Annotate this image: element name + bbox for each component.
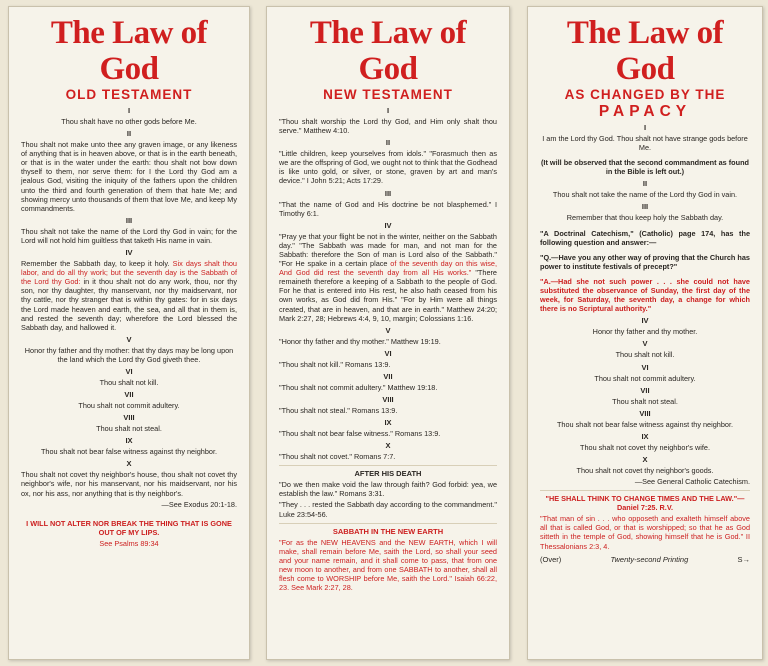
commandment-number: II xyxy=(126,129,132,139)
commandment-text: Honor thy father and thy mother: that thy days may be long upon the land which the Lord thy God giveth thee. xyxy=(24,345,234,364)
panel-subtitle: OLD TESTAMENT xyxy=(65,87,193,102)
scripture-reference: —See General Catholic Catechism. xyxy=(634,476,750,486)
commandment-text: Thou shalt not covet thy neighbor's goods. xyxy=(576,465,714,475)
commandment-number: VII xyxy=(640,385,650,395)
commandment-number: VII xyxy=(124,390,134,400)
commandment-number: V xyxy=(385,325,391,335)
panel-title: The Law of God xyxy=(309,15,467,87)
section-text: "For as the NEW HEAVENS and the NEW EARTH, which I will make, shall remain before Me, saith the Lord, so shall your seed and your name remain, and it shall come to pass, that from one new moon to another, and from one SABBATH to another, shall all flesh come to WORSHIP before Me, saith the Lord." Isaiah 66:22, 23. See Mark 2:27, 28. xyxy=(279,537,497,593)
commandment-number: V xyxy=(642,339,648,349)
commandment-text: Thou shalt not make unto thee any graven image, or any likeness of anything that is in heaven above, or that is in the earth beneath, or that is in the water under the earth: thou shalt not bow down thyself to them, nor serve them: for I the Lord thy God am a jealous God, visiting the iniquity of the fathers upon the children unto the third and fourth generation of them that hate Me; and showing mercy unto thousands of them that love Me, and keep My commandments. xyxy=(21,140,237,213)
printing-label: Twenty-second Printing xyxy=(610,554,689,564)
old-testament-panel xyxy=(8,6,250,660)
commandment-text: Thou shalt not commit adultery. xyxy=(594,373,696,383)
commandment-number: IV xyxy=(641,316,649,326)
commandment-number: II xyxy=(642,179,648,189)
text-run: "There remaineth therefore a keeping of a Sabbath to the people of God. For he that is entered into His rest, he also hath ceased from his own works, as God did from His." "For by Him were all things created, that are in heaven, and that are in earth." Matthew 24:20; Mark 2:27, 28; Hebrews 4:4, 9, 10, margin; Colossians 1:16. xyxy=(279,268,497,323)
commandment-number: I xyxy=(643,123,647,132)
commandment-text: Honor thy father and thy mother. xyxy=(592,327,698,337)
commandment-number: X xyxy=(385,441,391,451)
commandment-text: Thou shalt not covet thy neighbor's house, thou shalt not covet thy neighbor's wife, nor his manservant, nor his maidservant, nor his ox, nor his ass, nor anything that is thy neighbor's. xyxy=(21,470,237,498)
text-run: "Pray ye that your flight be not in the winter, neither on the Sabbath day." "The Sabbath was made for man, and not man for the Sabbath: therefore the Son of man is Lord also of the Sabbath." "For He spake in a certain place xyxy=(279,231,497,269)
catechism-question: "Q.—Have you any other way of proving that the Church has power to institute festivals of precept?" xyxy=(540,252,750,271)
panel-footer xyxy=(540,555,750,564)
commandment-number: II xyxy=(385,138,391,148)
commandment-text: "Little children, keep yourselves from idols." "Forasmuch then as we are the offspring of God, we ought not to think that the Godhead is like unto gold, or silver, or stone, graven by art and man's device." I John 5:21; Acts 17:29. xyxy=(279,149,497,186)
panel-subtitle-papacy: PAPACY xyxy=(598,103,692,120)
commandment-text: Thou shalt not steal. xyxy=(96,424,162,434)
closing-reference: See Psalms 89:34 xyxy=(99,538,159,548)
commandment-text: Thou shalt not take the name of the Lord thy God in vain. xyxy=(552,190,738,200)
commandment-number: IX xyxy=(641,431,649,441)
commandment-number: VI xyxy=(641,362,649,372)
commandment-number: III xyxy=(125,215,133,225)
section-heading: SABBATH IN THE NEW EARTH xyxy=(332,526,444,536)
commandment-text: Thou shalt not steal. xyxy=(612,396,678,406)
catechism-intro: "A Doctrinal Catechism," (Catholic) page 174, has the following question and answer:— xyxy=(540,228,750,247)
commandment-number: VIII xyxy=(382,394,394,404)
commandment-number: VI xyxy=(384,348,392,358)
catechism-answer: "A.—Had she not such power . . . she could not have substituted the observance of Sunday, the first day of the week, for Saturday, the seventh day, a change for which there is no Scriptural authority." xyxy=(540,276,750,314)
commandment-text: Thou shalt not covet thy neighbor's wife. xyxy=(580,442,710,452)
scripture-reference: —See Exodus 20:1-18. xyxy=(161,499,237,509)
commandment-text: "Thou shalt not steal." Romans 13:9. xyxy=(279,405,398,415)
commandment-number: IX xyxy=(125,436,133,446)
closing-quote: I WILL NOT ALTER NOR BREAK THE THING THAT IS GONE OUT OF MY LIPS. xyxy=(26,518,232,537)
editorial-note: (It will be observed that the second commandment as found in the Bible is left out.) xyxy=(541,158,749,177)
commandment-text: Thou shalt not commit adultery. xyxy=(78,401,180,411)
commandment-text: Thou shalt not take the name of the Lord thy God in vain; for the Lord will not hold him guiltless that taketh His name in vain. xyxy=(21,226,237,245)
commandment-number: III xyxy=(641,202,649,212)
panel-subtitle: NEW TESTAMENT xyxy=(323,87,453,102)
commandment-text-sabbath xyxy=(279,232,497,323)
commandment-number: I xyxy=(127,106,131,115)
commandment-number: X xyxy=(126,459,132,469)
commandment-number: VIII xyxy=(639,408,651,418)
commandment-text: "Thou shalt not commit adultery." Matthew 19:18. xyxy=(279,382,438,392)
daniel-quote: "HE SHALL THINK TO CHANGE TIMES AND THE LAW."—Daniel 7:25. R.V. xyxy=(545,494,745,513)
text-run: Remember the Sabbath day, to keep it holy. xyxy=(21,259,170,269)
highlighted-text: of the seventh day on this wise, And God did rest the seventh day from all His works." xyxy=(279,259,497,278)
commandment-number: VI xyxy=(125,366,133,376)
papacy-panel xyxy=(527,6,763,660)
commandment-text: "Thou shalt not bear false witness." Romans 13:9. xyxy=(279,429,441,439)
commandment-text: I am the Lord thy God. Thou shalt not have strange gods before Me. xyxy=(542,134,748,153)
highlighted-text: Six days shalt thou labor, and do all thy work; but the seventh day is the Sabbath of the Lord thy God: xyxy=(21,259,237,287)
commandment-text: Thou shalt not kill. xyxy=(615,350,675,360)
commandment-text: "That the name of God and His doctrine be not blasphemed." I Timothy 6:1. xyxy=(279,199,497,218)
commandment-text: "Thou shalt not kill." Romans 13:9. xyxy=(279,359,391,369)
over-label: (Over) xyxy=(540,554,562,564)
commandment-number: X xyxy=(642,454,648,464)
commandment-number: V xyxy=(126,334,132,344)
commandment-number: IV xyxy=(125,248,133,258)
commandment-number: IV xyxy=(384,220,392,230)
section-text: "They . . . rested the Sabbath day according to the commandment." Luke 23:54-56. xyxy=(279,500,497,519)
commandment-number: VIII xyxy=(123,413,135,423)
section-text: "Do we then make void the law through faith? God forbid: yea, we establish the law." Romans 3:31. xyxy=(279,480,497,499)
commandment-text: "Honor thy father and thy mother." Matthew 19:19. xyxy=(279,336,441,346)
commandment-text: Thou shalt have no other gods before Me. xyxy=(61,117,197,126)
text-run: in it thou shalt not do any work, thou, nor thy son, nor thy daughter, thy manservant, nor thy maidservant, nor thy cattle, nor thy stranger that is within thy gates: for in six days the Lord made heaven and earth, the sea, and all that in them is, and rested the seventh day; wherefore the Lord blessed the Sabbath day, and hallowed it. xyxy=(21,277,237,332)
section-heading: AFTER HIS DEATH xyxy=(354,469,422,479)
commandment-number: I xyxy=(386,106,390,115)
panel-title: The Law of God xyxy=(50,15,208,87)
commandment-text-sabbath xyxy=(21,259,237,332)
commandment-text: "Thou shalt not covet." Romans 7:7. xyxy=(279,452,396,462)
commandment-text: Thou shalt not bear false witness against thy neighbor. xyxy=(40,447,218,457)
commandment-text: "Thou shalt worship the Lord thy God, and Him only shalt thou serve." Matthew 4:10. xyxy=(279,117,497,136)
arrow-icon: S→ xyxy=(737,554,750,564)
panel-title: The Law of God xyxy=(566,15,724,87)
commandment-text: Remember that thou keep holy the Sabbath day. xyxy=(566,213,724,223)
commandment-number: IX xyxy=(384,418,392,428)
new-testament-panel xyxy=(266,6,510,660)
panel-subtitle: AS CHANGED BY THE xyxy=(564,87,726,102)
commandment-text: Thou shalt not bear false witness against thy neighbor. xyxy=(556,419,734,429)
commandment-number: VII xyxy=(383,371,393,381)
commandment-number: III xyxy=(384,188,392,198)
commandment-text: Thou shalt not kill. xyxy=(99,377,159,387)
thessalonians-quote: "That man of sin . . . who opposeth and exalteth himself above all that is called God, or that is worshipped; so that he as God sitteth in the temple of God, showing himself that he is God." II Thessalonians 2:3, 4. xyxy=(540,514,750,551)
